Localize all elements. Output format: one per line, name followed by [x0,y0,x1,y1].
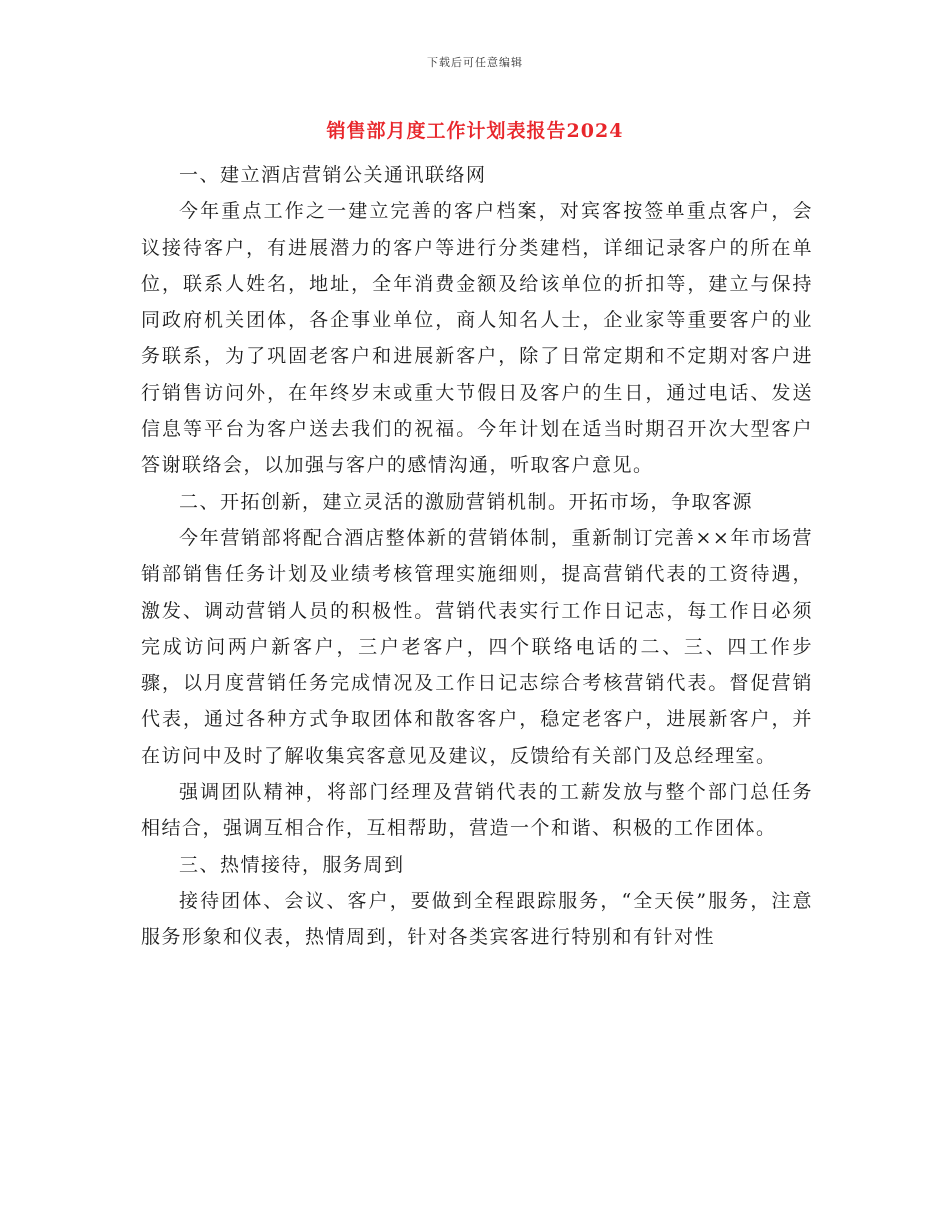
paragraph-customer-archive: 今年重点工作之一建立完善的客户档案，对宾客按签单重点客户，会议接待客户，有进展潜力的客户等进行分类建档，详细记录客户的所在单位，联系人姓名，地址，全年消费金额及给该单位的折扣等，建立与保持同政府机关团体，各企事业单位，商人知名人士，企业家等重要客户的业务联系，为了巩固老客户和进展新客户，除了日常定期和不定期对客户进行销售访问外，在年终岁末或重大节假日及客户的生日，通过电话、发送信息等平台为客户送去我们的祝福。今年计划在适当时期召开次大型客户答谢联络会，以加强与客户的感情沟通，听取客户意见。 [141,200,813,477]
section-heading-2: 二、开拓创新，建立灵活的激励营销机制。开拓市场，争取客源 [179,490,754,513]
document-title: 销售部月度工作计划表报告2024 [326,120,624,142]
paragraph-reception: 接待团体、会议、客户，要做到全程跟踪服务，“全天侯”服务，注意服务形象和仪表，热情周到，针对各类宾客进行特别和有针对性 [141,889,813,949]
paragraph-marketing-system: 今年营销部将配合酒店整体新的营销体制，重新制订完善××年市场营销部销售任务计划及业绩考核管理实施细则，提高营销代表的工资待遇，激发、调动营销人员的积极性。营销代表实行工作日记志，每工作日必须完成访问两户新客户，三户老客户，四个联络电话的二、三、四工作步骤，以月度营销任务完成情况及工作日记志综合考核营销代表。督促营销代表，通过各种方式争取团体和散客客户，稳定老客户，进展新客户，并在访问中及时了解收集宾客意见及建议，反馈给有关部门及总经理室。 [141,526,813,767]
header-note: 下载后可任意编辑 [427,56,523,69]
section-heading-1: 一、建立酒店营销公关通讯联络网 [179,164,487,186]
section-heading-3: 三、热情接待，服务周到 [179,853,405,876]
document-body [141,157,813,956]
paragraph-team-spirit: 强调团队精神，将部门经理及营销代表的工薪发放与整个部门总任务相结合，强调互相合作，互相帮助，营造一个和谐、积极的工作团体。 [141,781,813,840]
